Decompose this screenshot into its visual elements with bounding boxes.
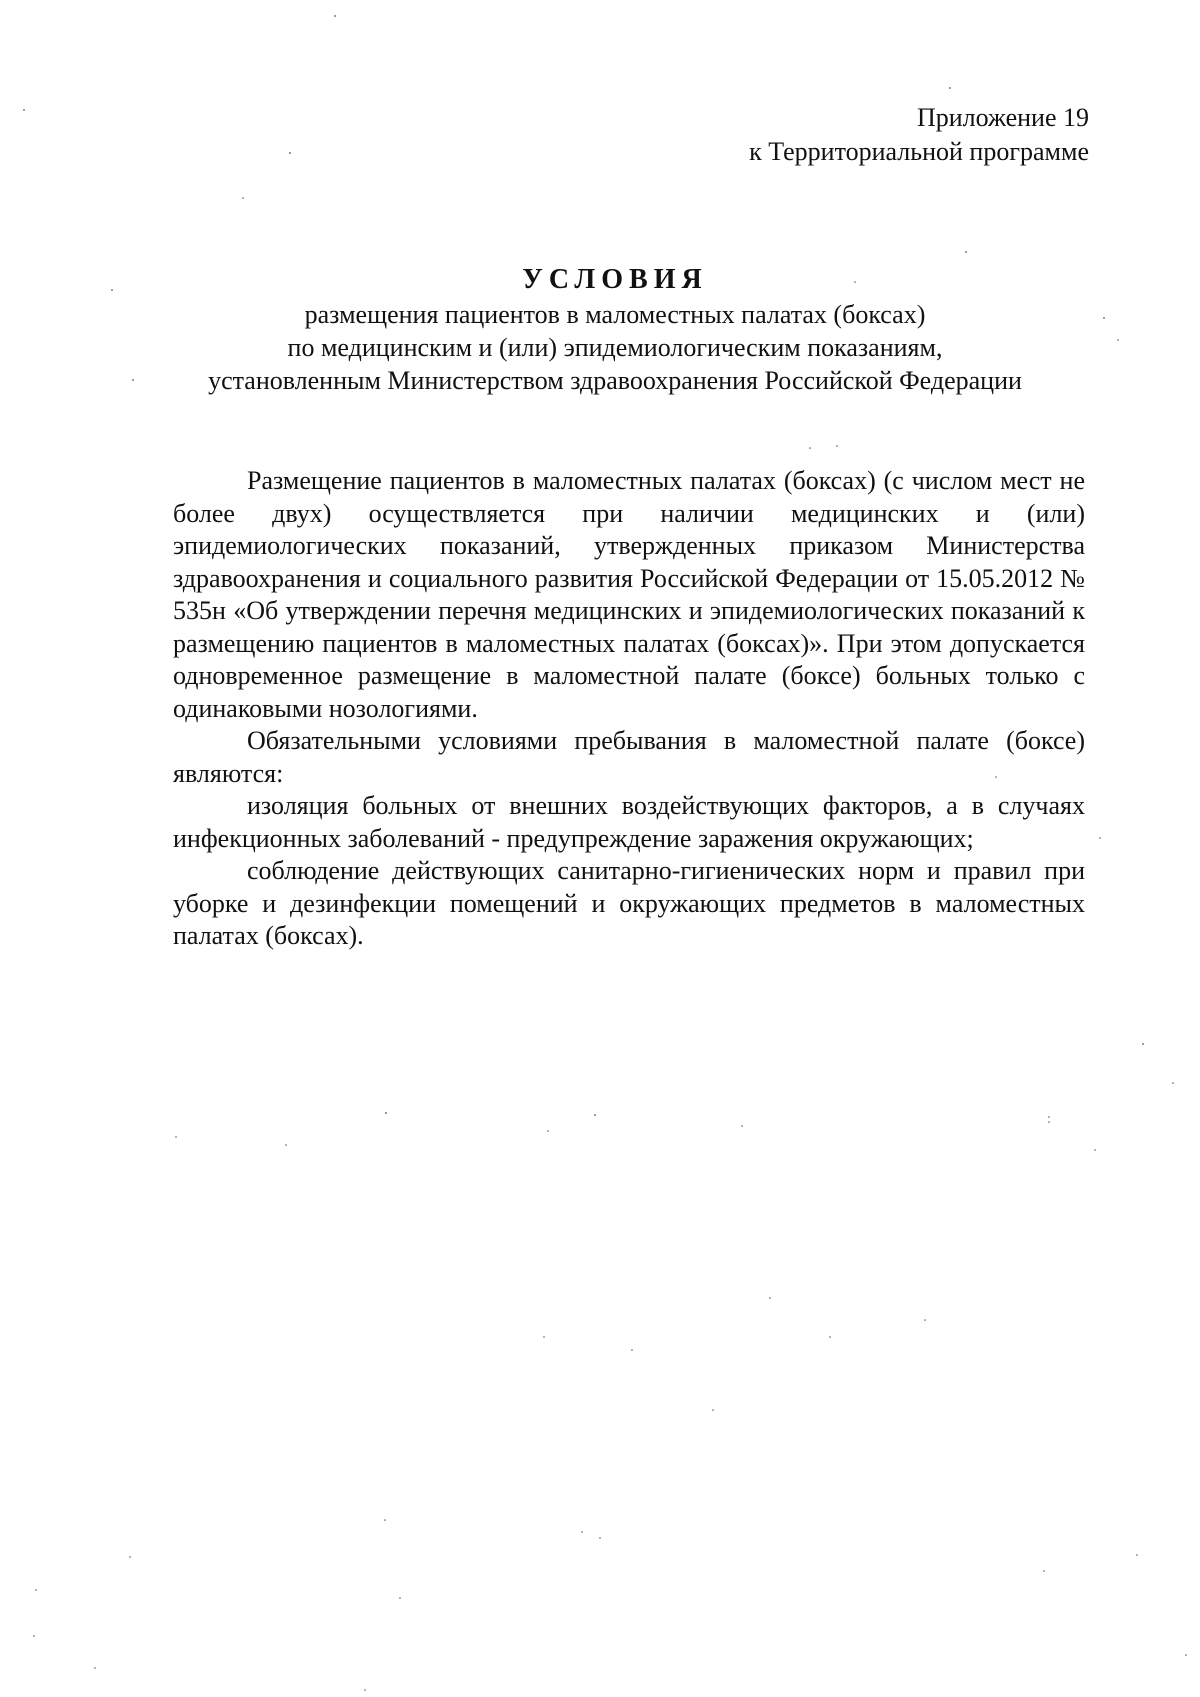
appendix-program: к Территориальной программе	[749, 137, 1089, 166]
paragraph-mandatory-conditions: Обязательными условиями пребывания в маломестной палате (боксе) являются:	[173, 726, 1085, 788]
subtitle-line-3: установленным Министерством здравоохранения Российской Федерации	[208, 366, 1022, 395]
subtitle-line-1: размещения пациентов в маломестных палатах (боксах)	[304, 300, 926, 329]
subtitle-line-2: по медицинским и (или) эпидемиологическим показаниям,	[287, 333, 943, 362]
paragraph-isolation: изоляция больных от внешних воздействующих факторов, а в случаях инфекционных заболеваний - предупреждение заражения окружающих;	[173, 791, 1085, 853]
document-title: УСЛОВИЯ	[522, 264, 708, 295]
paragraph-sanitary-norms: соблюдение действующих санитарно-гигиенических норм и правил при уборке и дезинфекции помещений и окружающих предметов в маломестных палатах (боксах).	[173, 856, 1085, 950]
paragraph-placement-rules: Размещение пациентов в маломестных палатах (боксах) (с числом мест не более двух) осуществляется при наличии медицинских и (или) эпидемиологических показаний, утвержденных приказом Министерства здравоохранения и социального развития Российской Федерации от 15.05.2012 № 535н «Об утверждении перечня медицинских и эпидемиологических показаний к размещению пациентов в маломестных палатах (боксах)». При этом допускается одновременное размещение в маломестной палате (боксе) больных только с одинаковыми нозологиями.	[173, 466, 1085, 723]
appendix-number: Приложение 19	[916, 103, 1089, 132]
